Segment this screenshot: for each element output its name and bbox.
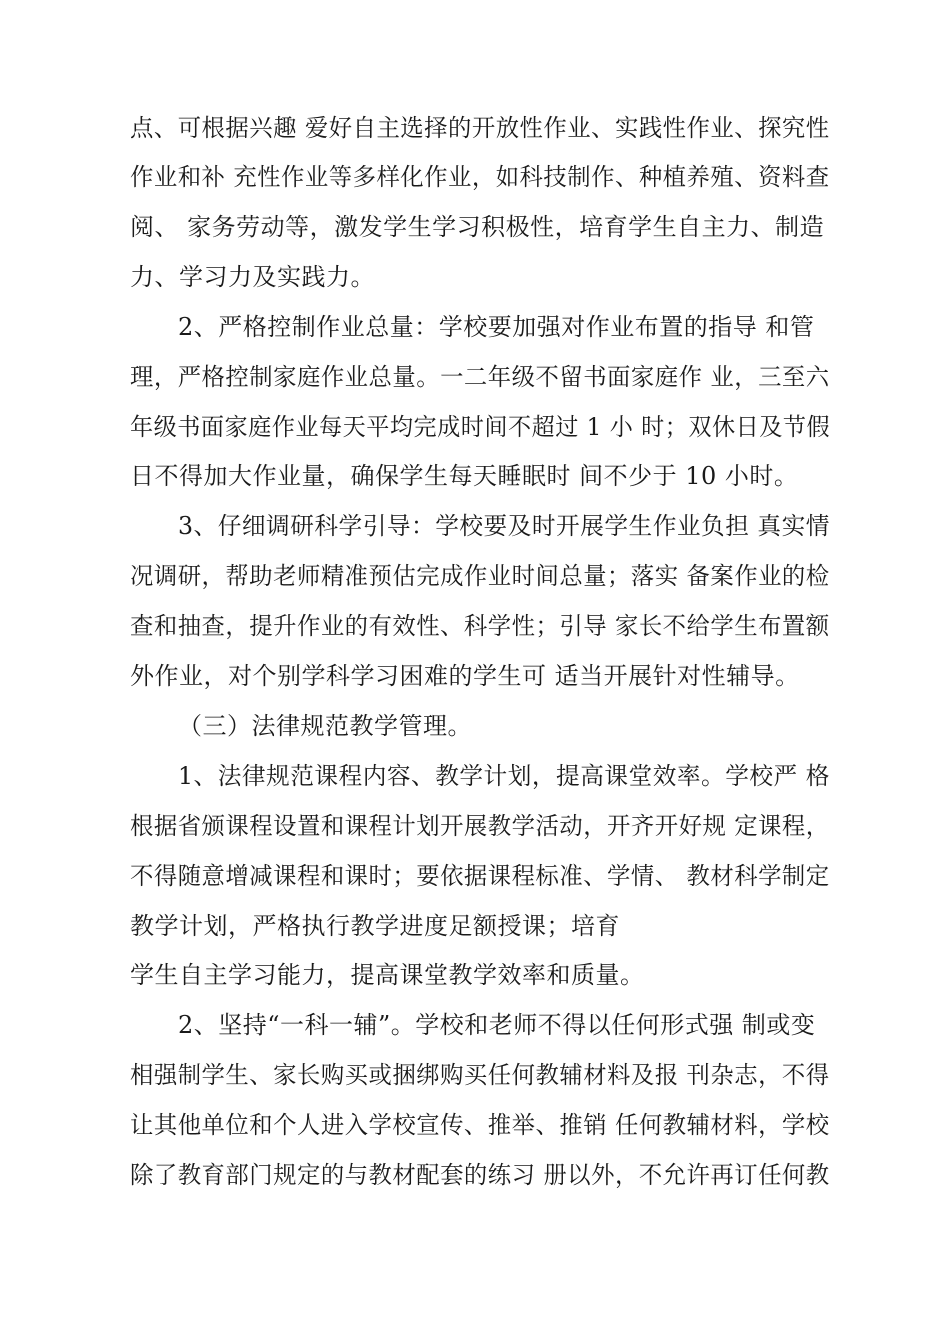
text-line: 外作业，对个别学科学习困难的学生可 适当开展针对性辅导。	[130, 662, 800, 690]
text-line: 年级书面家庭作业每天平均完成时间不超过 1 小 时；双休日及节假	[130, 413, 831, 441]
text-line: 日不得加大作业量，确保学生每天睡眠时 间不少于 10 小时。	[130, 462, 799, 490]
text-line: 查和抽查，提升作业的有效性、科学性；引导 家长不给学生布置额	[130, 612, 830, 640]
text-line: 教学计划，严格执行教学进度足额授课；培育	[130, 912, 620, 940]
paragraph-heading-line: 3、仔细调研科学引导：学校要及时开展学生作业负担 真实情	[178, 512, 830, 540]
text-line: 不得随意增减课程和课时；要依据课程标准、学情、 教材科学制定	[130, 862, 830, 890]
paragraph-heading-line: 2、坚持“一科一辅”。学校和老师不得以任何形式强 制或变	[178, 1011, 816, 1039]
text-line: 阅、 家务劳动等，激发学生学习积极性，培育学生自主力、制造	[130, 213, 825, 241]
text-line: 根据省颁课程设置和课程计划开展教学活动，开齐开好规 定课程，	[130, 812, 830, 840]
section-heading: （三）法律规范教学管理。	[178, 712, 472, 740]
text-line: 除了教育部门规定的与教材配套的练习 册以外，不允许再订任何教	[130, 1161, 830, 1189]
paragraph-heading-line: 2、严格控制作业总量：学校要加强对作业布置的指导 和管	[178, 313, 815, 341]
text-line: 相强制学生、家长购买或捆绑购买任何教辅材料及报 刊杂志，不得	[130, 1061, 830, 1089]
text-line: 作业和补 充性作业等多样化作业，如科技制作、种植养殖、资料查	[130, 163, 830, 191]
text-line: 力、学习力及实践力。	[130, 263, 375, 291]
paragraph-heading-line: 1、法律规范课程内容、教学计划，提高课堂效率。学校严 格	[178, 762, 830, 790]
text-line: 点、可根据兴趣 爱好自主选择的开放性作业、实践性作业、探究性	[130, 114, 830, 142]
text-line: 况调研，帮助老师精准预估完成作业时间总量；落实 备案作业的检	[130, 562, 830, 590]
text-line: 学生自主学习能力，提高课堂教学效率和质量。	[130, 961, 645, 989]
text-line: 让其他单位和个人进入学校宣传、推举、推销 任何教辅材料，学校	[130, 1111, 830, 1139]
text-line: 理，严格控制家庭作业总量。一二年级不留书面家庭作 业，三至六	[130, 363, 830, 391]
